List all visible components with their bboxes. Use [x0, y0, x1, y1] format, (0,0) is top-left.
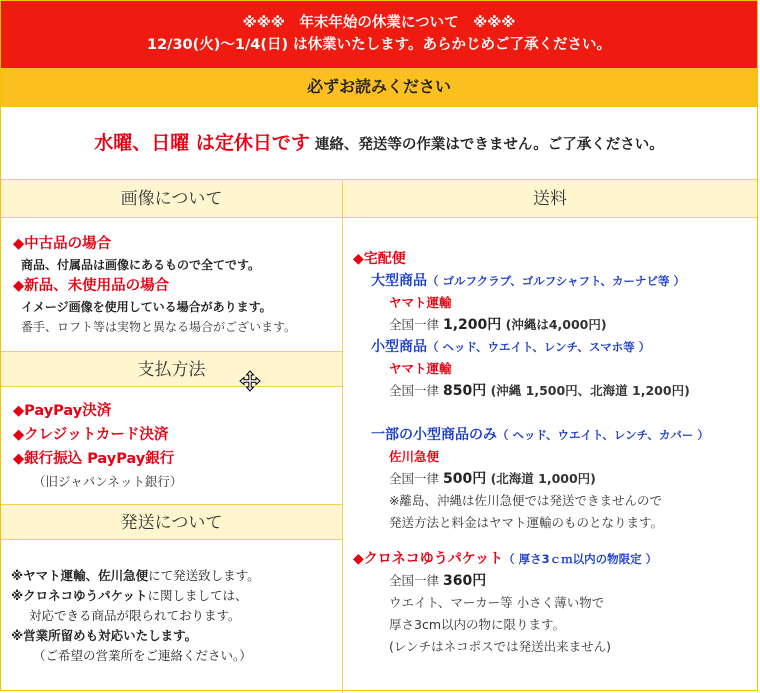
- left-column: [1, 180, 343, 693]
- kuroneko-note-2: 厚さ3cm以内の物に限ります。: [389, 617, 566, 632]
- large-item-examples: （ ゴルフクラブ、ゴルフシャフト、カーナビ等 ）: [427, 274, 686, 288]
- postage-heading: 送料: [343, 180, 757, 218]
- partial-item-note-1: ※離島、沖縄は佐川急便では発送できませんので: [389, 493, 662, 508]
- used-item-heading: ◆中古品の場合: [13, 236, 112, 252]
- postage-section: [343, 218, 757, 658]
- large-item-prefix: 全国一律: [389, 317, 443, 332]
- shipping-office-note: （ご希望の営業所をご連絡ください。）: [33, 648, 252, 663]
- large-item-label: 大型商品: [371, 273, 427, 289]
- kuroneko-prefix: 全国一律: [389, 573, 443, 588]
- kuroneko-note-3: (レンチはネコポスでは発送出来ません): [389, 639, 611, 654]
- large-item-carrier: ヤマト運輸: [389, 295, 452, 310]
- images-section: [1, 218, 342, 351]
- partial-item-note: (北海道 1,000円): [486, 471, 596, 486]
- payment-bank-note: （旧ジャパンネット銀行）: [33, 474, 183, 489]
- used-item-desc: 商品、付属品は画像にあるもので全てです。: [21, 258, 261, 272]
- partial-item-price: 500円: [442, 471, 487, 487]
- small-item-carrier: ヤマト運輸: [389, 361, 452, 376]
- holiday-notice: [1, 107, 757, 180]
- payment-method-paypay: ◆PayPay決済: [13, 403, 112, 419]
- holiday-days: 水曜、日曜 は定休日です: [94, 132, 310, 154]
- small-item-prefix: 全国一律: [389, 383, 443, 398]
- partial-item-carrier: 佐川急便: [389, 449, 440, 464]
- closure-banner: [1, 1, 757, 68]
- shipping-packet-limit: 対応できる商品が限られております。: [29, 608, 241, 623]
- shipping-heading: 発送について: [1, 504, 342, 540]
- large-item-note: (沖縄は4,000円): [501, 317, 607, 332]
- shipping-packet-text: に関しましては、: [147, 588, 248, 603]
- partial-item-examples: （ ヘッド、ウエイト、レンチ、カバー ）: [497, 428, 709, 442]
- move-cursor-icon: [239, 370, 261, 392]
- new-item-desc: イメージ画像を使用している場合があります。: [21, 300, 272, 314]
- payment-section: [1, 387, 342, 504]
- kuroneko-note-1: ウエイト、マーカー等 小さく薄い物で: [389, 595, 605, 610]
- large-item-price: 1,200円: [442, 317, 502, 333]
- partial-item-label: 一部の小型商品のみ: [371, 427, 497, 443]
- kuroneko-price: 360円: [442, 573, 487, 589]
- shipping-office-pickup: ※営業所留めも対応いたします。: [11, 628, 198, 643]
- small-item-examples: （ ヘッド、ウエイト、レンチ、スマホ等 ）: [427, 340, 651, 354]
- small-item-note: (沖縄 1,500円、北海道 1,200円): [486, 383, 690, 398]
- holiday-message: 連絡、発送等の作業はできません。ご了承ください。: [309, 137, 664, 153]
- partial-item-note-2: 発送方法と料金はヤマト運輸のものとなります。: [389, 515, 664, 530]
- payment-method-bank: ◆銀行振込 PayPay銀行: [13, 451, 175, 467]
- partial-item-prefix: 全国一律: [389, 471, 443, 486]
- closure-dates: 12/30(火)～1/4(日) は休業いたします。あらかじめご了承ください。: [146, 37, 612, 53]
- kuroneko-limit: （ 厚さ3ｃｍ以内の物限定 ）: [503, 552, 658, 566]
- kuroneko-heading: ◆クロネコゆうパケット: [353, 551, 504, 567]
- must-read-heading: 必ずお読みください: [1, 68, 757, 107]
- takuhai-heading: ◆宅配便: [353, 251, 406, 267]
- images-heading: 画像について: [1, 180, 342, 218]
- shipping-carriers-text: にて発送致します。: [148, 568, 260, 583]
- small-item-label: 小型商品: [371, 339, 427, 355]
- closure-title: ※※※ 年末年始の休業について ※※※: [242, 15, 516, 31]
- new-item-note: 番手、ロフト等は実物と異なる場合がございます。: [21, 320, 297, 334]
- payment-heading: 支払方法: [1, 351, 342, 387]
- payment-method-card: ◆クレジットカード決済: [13, 427, 169, 443]
- shipping-packet: ※クロネコゆうパケット: [11, 588, 148, 603]
- shipping-section: [1, 540, 342, 666]
- shipping-carriers: ※ヤマト運輸、佐川急便: [11, 568, 149, 583]
- right-column: [343, 180, 757, 693]
- small-item-price: 850円: [442, 383, 487, 399]
- new-item-heading: ◆新品、未使用品の場合: [13, 278, 170, 294]
